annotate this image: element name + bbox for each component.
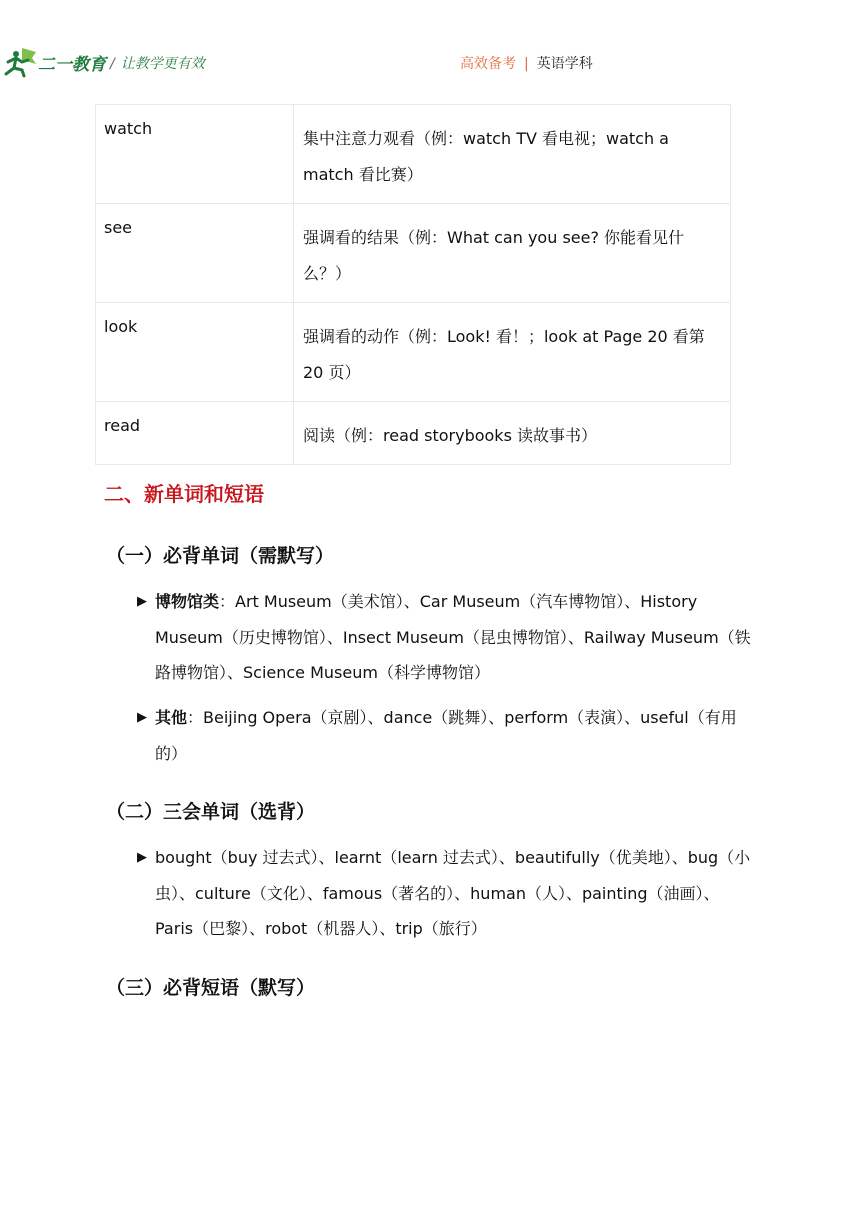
runner-logo-icon: [2, 46, 40, 78]
list-item: [137, 840, 757, 947]
item-text: ：Art Museum（美术馆）、Car Museum（汽车博物馆）、History Museum（历史博物馆）、Insect Museum（昆虫博物馆）、Railway Museum（铁路博物馆）、Science Museum（科学博物馆）: [155, 592, 751, 683]
subsection-title-optional-words: （二）三会单词（选背）: [106, 801, 316, 823]
table-row: [96, 303, 731, 402]
list-item: [137, 700, 757, 771]
item-text: ：Beijing Opera（京剧）、dance（跳舞）、perform（表演）、useful（有用的）: [155, 708, 737, 763]
page-header: [0, 44, 860, 80]
slogan: / 让教学更有效: [110, 56, 205, 72]
table-word-cell: read: [96, 402, 294, 465]
item-label: 博物馆类: [155, 592, 220, 611]
table-meaning-cell: 阅读（例：read storybooks 读故事书）: [294, 402, 731, 465]
header-label-subject: 英语学科: [536, 56, 593, 72]
table-row: [96, 204, 731, 303]
table-row: [96, 105, 731, 204]
table-meaning-cell: 强调看的结果（例：What can you see? 你能看见什么？）: [294, 204, 731, 303]
logo: [2, 46, 106, 78]
subsection-title-required-words: （一）必背单词（需默写）: [106, 545, 335, 567]
header-label-exam: 高效备考: [460, 56, 516, 72]
table-word-cell: see: [96, 204, 294, 303]
header-right: 高效备考 | 英语学科: [460, 56, 593, 72]
list-item: [137, 584, 757, 691]
triangle-bullet-icon: ▶: [137, 850, 147, 865]
section-title: 二、新单词和短语: [104, 482, 264, 506]
logo-text: 二一教育: [38, 54, 106, 75]
table-row: [96, 402, 731, 465]
triangle-bullet-icon: ▶: [137, 594, 147, 609]
subsection-title-phrases: （三）必背短语（默写）: [106, 977, 316, 999]
item-label: 其他: [155, 708, 188, 727]
slogan-text: 让教学更有效: [120, 56, 205, 72]
table-word-cell: watch: [96, 105, 294, 204]
table-meaning-cell: 集中注意力观看（例：watch TV 看电视；watch a match 看比赛）: [294, 105, 731, 204]
triangle-bullet-icon: ▶: [137, 710, 147, 725]
item-text: bought（buy 过去式）、learnt（learn 过去式）、beautifully（优美地）、bug（小虫）、culture（文化）、famous（著名的）、human（人）、painting（油画）、Paris（巴黎）、robot（机器人）、trip（旅行）: [155, 848, 751, 939]
table-meaning-cell: 强调看的动作（例：Look! 看！；look at Page 20 看第 20 页）: [294, 303, 731, 402]
vocab-table: [95, 104, 731, 465]
table-word-cell: look: [96, 303, 294, 402]
